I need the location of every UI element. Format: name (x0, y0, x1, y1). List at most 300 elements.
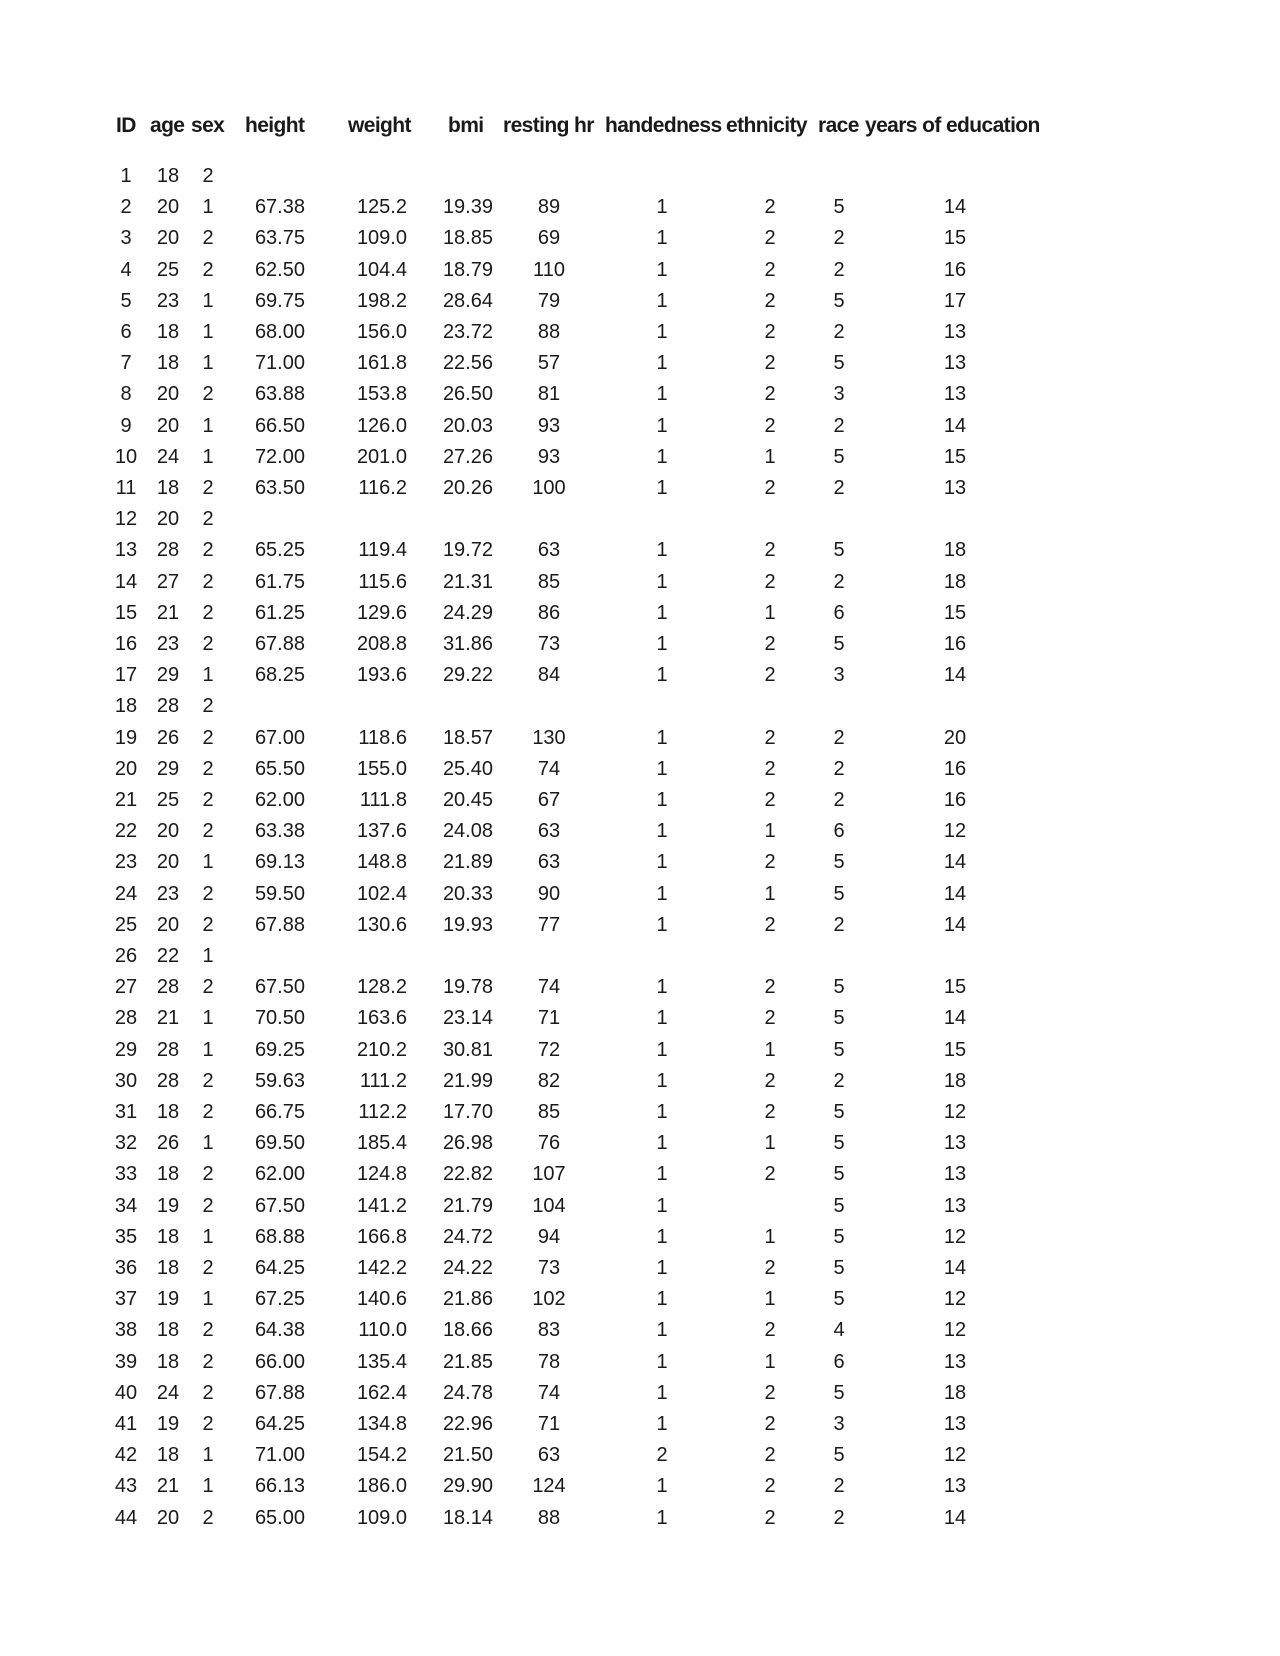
cell-height: 69.50 (254, 1132, 305, 1155)
cell-height: 66.13 (254, 1475, 305, 1498)
cell-weight: 134.8 (356, 1413, 407, 1435)
cell-id: 40 (114, 1381, 138, 1404)
table-row (0, 754, 1280, 785)
cell-weight: 148.8 (356, 851, 407, 874)
cell-bmi: 24.22 (442, 1257, 493, 1279)
cell-height: 66.50 (254, 414, 305, 437)
cell-height: 68.00 (254, 321, 305, 343)
cell-ethnicity: 2 (764, 726, 776, 749)
cell-sex: 1 (202, 851, 214, 874)
cell-weight: 118.6 (358, 726, 407, 749)
cell-handedness: 1 (656, 820, 668, 843)
cell-resting-hr: 102 (532, 1288, 566, 1311)
cell-years-of-education: 12 (943, 1288, 967, 1311)
cell-sex: 1 (202, 414, 214, 437)
cell-id: 9 (120, 414, 132, 437)
cell-id: 24 (114, 882, 138, 905)
cell-sex: 2 (202, 570, 214, 593)
cell-sex: 2 (202, 1319, 214, 1342)
cell-id: 21 (114, 789, 138, 811)
cell-race: 2 (833, 258, 845, 281)
cell-race: 3 (833, 664, 845, 687)
cell-age: 21 (156, 1475, 180, 1498)
cell-age: 24 (156, 1381, 180, 1404)
cell-years-of-education: 14 (943, 1506, 967, 1529)
cell-height: 67.00 (254, 726, 305, 749)
cell-height: 69.25 (254, 1038, 305, 1061)
cell-race: 6 (833, 1350, 845, 1373)
cell-bmi: 20.26 (442, 477, 493, 499)
cell-age: 28 (156, 539, 180, 562)
table-row (0, 348, 1280, 379)
cell-id: 11 (115, 477, 137, 499)
cell-sex: 1 (202, 1225, 214, 1248)
cell-resting-hr: 57 (537, 352, 561, 375)
cell-id: 23 (114, 851, 138, 874)
cell-bmi: 24.78 (442, 1381, 493, 1404)
table-row (0, 598, 1280, 629)
cell-age: 18 (156, 1163, 180, 1186)
cell-sex: 2 (202, 820, 214, 843)
cell-ethnicity: 2 (764, 321, 776, 343)
cell-ethnicity: 2 (764, 1163, 776, 1186)
cell-resting-hr: 84 (537, 664, 561, 687)
table-row (0, 847, 1280, 878)
cell-handedness: 1 (656, 601, 668, 624)
table-row (0, 161, 1280, 192)
cell-age: 25 (156, 789, 180, 811)
cell-race: 5 (833, 976, 845, 999)
cell-handedness: 1 (656, 258, 668, 281)
cell-years-of-education: 16 (943, 633, 967, 655)
cell-id: 4 (120, 258, 132, 281)
cell-handedness: 1 (656, 1475, 668, 1498)
cell-weight: 104.4 (356, 258, 407, 281)
cell-ethnicity: 1 (764, 1350, 776, 1373)
cell-sex: 2 (202, 508, 214, 531)
cell-height: 67.88 (254, 1381, 305, 1404)
cell-height: 63.75 (254, 227, 305, 250)
cell-bmi: 26.50 (442, 383, 493, 406)
cell-handedness: 1 (656, 1288, 668, 1311)
table-row (0, 1440, 1280, 1471)
cell-resting-hr: 94 (537, 1225, 561, 1248)
cell-sex: 2 (202, 1350, 214, 1373)
cell-handedness: 1 (656, 1257, 668, 1279)
cell-handedness: 1 (656, 1381, 668, 1404)
cell-sex: 1 (202, 1007, 214, 1030)
cell-id: 16 (114, 633, 138, 655)
cell-weight: 128.2 (356, 976, 407, 999)
cell-bmi: 22.96 (442, 1413, 493, 1435)
cell-bmi: 19.72 (442, 539, 493, 562)
cell-ethnicity: 2 (764, 757, 776, 780)
table-row (0, 1128, 1280, 1159)
cell-years-of-education: 14 (943, 882, 967, 905)
cell-handedness: 1 (656, 414, 668, 437)
cell-handedness: 1 (656, 1101, 668, 1123)
cell-years-of-education: 16 (943, 789, 967, 811)
cell-handedness: 1 (656, 289, 668, 312)
cell-height: 67.38 (254, 196, 305, 219)
cell-resting-hr: 130 (532, 726, 566, 749)
cell-years-of-education: 13 (943, 1132, 967, 1155)
cell-height: 63.88 (254, 383, 305, 406)
table-row (0, 286, 1280, 317)
cell-age: 20 (156, 1506, 180, 1529)
cell-years-of-education: 13 (943, 383, 967, 406)
cell-bmi: 21.50 (442, 1444, 493, 1467)
cell-sex: 2 (202, 1413, 214, 1435)
table-row (0, 379, 1280, 410)
cell-handedness: 1 (656, 445, 668, 468)
table-row (0, 910, 1280, 941)
cell-handedness: 1 (656, 913, 668, 936)
cell-ethnicity: 2 (764, 196, 776, 219)
cell-resting-hr: 82 (537, 1069, 561, 1092)
cell-sex: 1 (202, 945, 214, 967)
cell-race: 2 (833, 726, 845, 749)
cell-weight: 186.0 (356, 1475, 407, 1498)
cell-bmi: 18.66 (442, 1319, 493, 1342)
cell-race: 5 (833, 289, 845, 312)
cell-race: 5 (833, 1101, 845, 1123)
cell-ethnicity: 2 (764, 414, 776, 437)
cell-ethnicity: 2 (764, 383, 776, 406)
table-row (0, 629, 1280, 660)
cell-age: 21 (156, 601, 180, 624)
cell-race: 2 (833, 477, 845, 499)
cell-handedness: 1 (656, 227, 668, 250)
cell-handedness: 1 (656, 321, 668, 343)
column-header-age: age (150, 114, 185, 137)
cell-sex: 2 (202, 539, 214, 562)
cell-years-of-education: 12 (943, 820, 967, 843)
cell-height: 71.00 (254, 352, 305, 375)
cell-id: 35 (114, 1225, 138, 1248)
table-row (0, 1191, 1280, 1222)
table-row (0, 660, 1280, 691)
cell-sex: 1 (202, 664, 214, 687)
cell-id: 7 (120, 352, 132, 375)
cell-weight: 137.6 (356, 820, 407, 843)
cell-race: 2 (833, 227, 845, 250)
cell-age: 20 (156, 508, 180, 531)
table-row (0, 879, 1280, 910)
cell-weight: 109.0 (356, 227, 407, 250)
cell-resting-hr: 110 (533, 258, 565, 281)
cell-handedness: 1 (656, 882, 668, 905)
cell-ethnicity: 2 (764, 477, 776, 499)
cell-weight: 129.6 (356, 601, 407, 624)
cell-age: 26 (156, 726, 180, 749)
cell-height: 62.00 (254, 789, 305, 811)
cell-height: 69.75 (254, 289, 305, 312)
cell-race: 6 (833, 820, 845, 843)
cell-ethnicity: 2 (764, 1319, 776, 1342)
cell-handedness: 1 (656, 1007, 668, 1030)
cell-weight: 126.0 (356, 414, 407, 437)
cell-race: 2 (833, 321, 845, 343)
cell-handedness: 1 (656, 1225, 668, 1248)
cell-weight: 198.2 (356, 289, 407, 312)
cell-resting-hr: 63 (537, 1444, 561, 1467)
cell-race: 4 (833, 1319, 845, 1342)
cell-age: 18 (156, 1101, 180, 1123)
cell-resting-hr: 74 (537, 976, 561, 999)
cell-handedness: 1 (656, 633, 668, 655)
cell-handedness: 2 (656, 1444, 668, 1467)
cell-height: 63.50 (254, 477, 305, 499)
cell-bmi: 27.26 (442, 445, 493, 468)
cell-bmi: 31.86 (442, 633, 493, 655)
column-header-years-of-education: years of education (865, 114, 1040, 137)
cell-age: 29 (156, 664, 180, 687)
cell-years-of-education: 18 (943, 570, 967, 593)
cell-id: 26 (114, 945, 138, 967)
cell-ethnicity: 2 (764, 1007, 776, 1030)
cell-height: 62.50 (254, 258, 305, 281)
cell-bmi: 18.14 (442, 1506, 493, 1529)
cell-id: 14 (114, 570, 138, 593)
cell-ethnicity: 2 (764, 1444, 776, 1467)
cell-bmi: 21.79 (442, 1194, 493, 1217)
cell-years-of-education: 13 (943, 1475, 967, 1498)
cell-weight: 130.6 (356, 913, 407, 936)
cell-race: 3 (833, 383, 845, 406)
table-row (0, 1315, 1280, 1346)
cell-race: 6 (833, 601, 845, 624)
cell-weight: 163.6 (356, 1007, 407, 1030)
table-row (0, 192, 1280, 223)
cell-weight: 111.2 (359, 1069, 407, 1092)
table-row (0, 535, 1280, 566)
cell-weight: 166.8 (356, 1225, 407, 1248)
cell-bmi: 24.29 (442, 601, 493, 624)
cell-bmi: 23.72 (442, 321, 493, 343)
cell-ethnicity: 2 (764, 1101, 776, 1123)
cell-bmi: 20.33 (442, 882, 493, 905)
table-row (0, 1378, 1280, 1409)
cell-sex: 1 (202, 1475, 214, 1498)
cell-weight: 109.0 (356, 1506, 407, 1529)
cell-handedness: 1 (656, 477, 668, 499)
cell-height: 64.25 (254, 1413, 305, 1435)
table-row (0, 785, 1280, 816)
cell-years-of-education: 15 (943, 976, 967, 999)
cell-handedness: 1 (656, 789, 668, 811)
column-header-id: ID (116, 114, 136, 137)
column-header-bmi: bmi (448, 114, 484, 137)
cell-years-of-education: 20 (943, 726, 967, 749)
cell-sex: 1 (202, 196, 214, 219)
cell-weight: 210.2 (356, 1038, 407, 1061)
cell-age: 20 (156, 414, 180, 437)
cell-sex: 2 (202, 882, 214, 905)
cell-ethnicity: 1 (764, 1225, 776, 1248)
cell-bmi: 29.90 (442, 1475, 493, 1498)
cell-resting-hr: 76 (537, 1132, 561, 1155)
cell-years-of-education: 15 (943, 1038, 967, 1061)
cell-handedness: 1 (656, 352, 668, 375)
cell-handedness: 1 (656, 383, 668, 406)
cell-weight: 201.0 (356, 445, 407, 468)
cell-sex: 2 (202, 1381, 214, 1404)
cell-height: 67.25 (254, 1288, 305, 1311)
cell-age: 28 (156, 1069, 180, 1092)
cell-handedness: 1 (656, 976, 668, 999)
cell-ethnicity: 2 (764, 539, 776, 562)
cell-handedness: 1 (656, 664, 668, 687)
cell-weight: 153.8 (356, 383, 407, 406)
cell-resting-hr: 79 (537, 289, 561, 312)
cell-resting-hr: 83 (537, 1319, 561, 1342)
cell-id: 12 (114, 508, 138, 531)
cell-resting-hr: 100 (532, 477, 566, 499)
cell-age: 21 (156, 1007, 180, 1030)
cell-years-of-education: 12 (943, 1101, 967, 1123)
cell-resting-hr: 85 (537, 570, 561, 593)
cell-years-of-education: 16 (943, 258, 967, 281)
cell-bmi: 24.72 (442, 1225, 493, 1248)
cell-id: 33 (114, 1163, 138, 1186)
cell-id: 37 (114, 1288, 138, 1311)
cell-bmi: 20.03 (442, 414, 493, 437)
cell-age: 20 (156, 227, 180, 250)
cell-id: 34 (114, 1194, 138, 1217)
table-row (0, 473, 1280, 504)
cell-sex: 2 (202, 1257, 214, 1279)
cell-race: 5 (833, 633, 845, 655)
cell-weight: 135.4 (356, 1350, 407, 1373)
cell-id: 8 (120, 383, 132, 406)
cell-years-of-education: 13 (943, 321, 967, 343)
cell-weight: 162.4 (356, 1381, 407, 1404)
cell-years-of-education: 14 (943, 1007, 967, 1030)
cell-resting-hr: 90 (537, 882, 561, 905)
cell-ethnicity: 2 (764, 1506, 776, 1529)
cell-handedness: 1 (656, 1069, 668, 1092)
cell-ethnicity: 2 (764, 1257, 776, 1279)
cell-race: 2 (833, 1506, 845, 1529)
cell-sex: 2 (202, 601, 214, 624)
cell-sex: 2 (202, 383, 214, 406)
cell-age: 18 (156, 352, 180, 375)
cell-id: 27 (114, 976, 138, 999)
cell-resting-hr: 63 (537, 851, 561, 874)
cell-ethnicity: 2 (764, 976, 776, 999)
cell-height: 70.50 (254, 1007, 305, 1030)
cell-years-of-education: 13 (943, 1194, 967, 1217)
cell-bmi: 19.93 (442, 913, 493, 936)
cell-weight: 185.4 (356, 1132, 407, 1155)
cell-race: 5 (833, 882, 845, 905)
cell-height: 59.63 (254, 1069, 305, 1092)
cell-age: 19 (156, 1413, 180, 1435)
cell-age: 18 (156, 321, 180, 343)
cell-sex: 2 (202, 695, 214, 718)
cell-weight: 140.6 (356, 1288, 407, 1311)
cell-bmi: 24.08 (442, 820, 493, 843)
cell-height: 64.38 (254, 1319, 305, 1342)
column-header-weight: weight (348, 114, 411, 137)
cell-bmi: 22.56 (442, 352, 493, 375)
cell-ethnicity: 1 (764, 1288, 776, 1311)
cell-resting-hr: 77 (537, 913, 561, 936)
cell-age: 18 (156, 1225, 180, 1248)
table-row (0, 1347, 1280, 1378)
cell-id: 31 (114, 1101, 138, 1123)
cell-age: 28 (156, 976, 180, 999)
cell-resting-hr: 67 (537, 789, 561, 811)
cell-race: 5 (833, 1288, 845, 1311)
cell-id: 29 (114, 1038, 138, 1061)
table-row (0, 317, 1280, 348)
cell-age: 18 (156, 1319, 180, 1342)
cell-handedness: 1 (656, 1413, 668, 1435)
table-row (0, 1253, 1280, 1284)
cell-race: 5 (833, 1007, 845, 1030)
cell-ethnicity: 2 (764, 289, 776, 312)
cell-ethnicity: 2 (764, 633, 776, 655)
cell-ethnicity: 2 (764, 1381, 776, 1404)
cell-id: 3 (120, 227, 132, 250)
cell-id: 42 (114, 1444, 138, 1467)
cell-sex: 2 (202, 633, 214, 655)
table-row (0, 723, 1280, 754)
cell-years-of-education: 13 (943, 1413, 967, 1435)
cell-handedness: 1 (656, 1038, 668, 1061)
cell-years-of-education: 13 (943, 1350, 967, 1373)
cell-age: 18 (156, 1257, 180, 1279)
column-header-sex: sex (191, 114, 225, 137)
cell-years-of-education: 12 (943, 1319, 967, 1342)
cell-age: 23 (156, 882, 180, 905)
cell-weight: 111.8 (359, 789, 407, 811)
cell-race: 5 (833, 1381, 845, 1404)
cell-id: 22 (114, 820, 138, 843)
cell-bmi: 20.45 (442, 789, 493, 811)
cell-resting-hr: 69 (537, 227, 561, 250)
cell-resting-hr: 93 (537, 414, 561, 437)
cell-weight: 110.0 (358, 1319, 407, 1342)
cell-height: 66.00 (254, 1350, 305, 1373)
cell-resting-hr: 71 (537, 1413, 561, 1435)
cell-id: 25 (114, 913, 138, 936)
cell-height: 67.50 (254, 976, 305, 999)
cell-weight: 142.2 (356, 1257, 407, 1279)
cell-years-of-education: 12 (943, 1225, 967, 1248)
cell-ethnicity: 2 (764, 258, 776, 281)
cell-height: 59.50 (254, 882, 305, 905)
cell-ethnicity: 1 (764, 601, 776, 624)
cell-height: 65.00 (254, 1506, 305, 1529)
cell-handedness: 1 (656, 1163, 668, 1186)
cell-ethnicity: 2 (764, 570, 776, 593)
cell-height: 65.50 (254, 757, 305, 780)
cell-id: 32 (114, 1132, 138, 1155)
cell-weight: 102.4 (356, 882, 407, 905)
cell-race: 2 (833, 570, 845, 593)
cell-height: 61.75 (254, 570, 305, 593)
cell-resting-hr: 107 (532, 1163, 566, 1186)
cell-bmi: 28.64 (442, 289, 493, 312)
cell-age: 23 (156, 633, 180, 655)
cell-id: 13 (114, 539, 138, 562)
cell-sex: 2 (202, 227, 214, 250)
cell-sex: 1 (202, 1288, 214, 1311)
cell-resting-hr: 73 (537, 1257, 561, 1279)
